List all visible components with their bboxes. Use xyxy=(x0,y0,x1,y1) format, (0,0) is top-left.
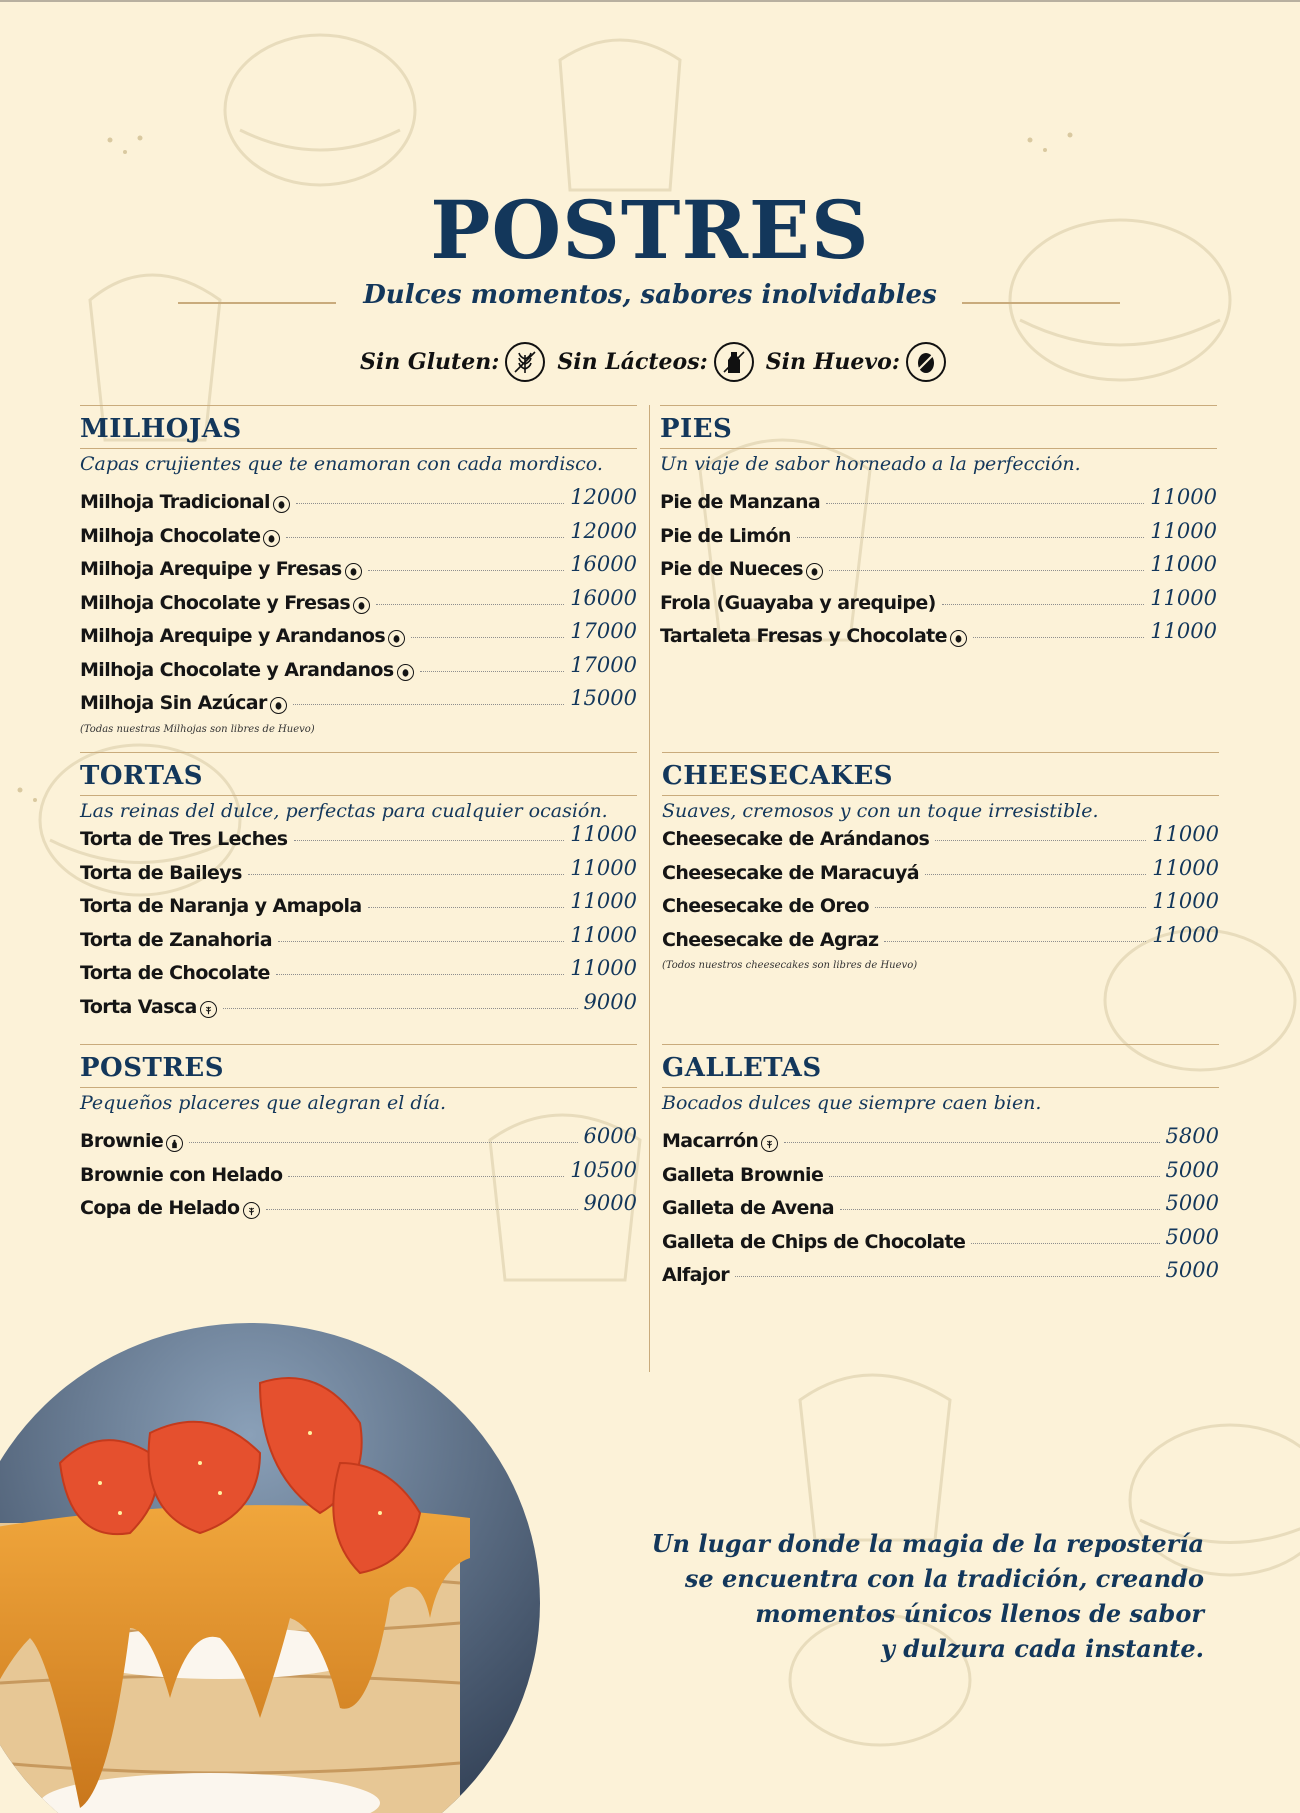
legend-label-egg: Sin Huevo: xyxy=(765,349,900,375)
egg-free-icon xyxy=(388,630,405,647)
dot-leader xyxy=(223,1008,578,1009)
menu-item-price: 11000 xyxy=(1150,585,1217,610)
dot-leader xyxy=(797,537,1144,538)
section-postres xyxy=(80,1044,637,1229)
section-title: PIES xyxy=(660,414,733,444)
menu-item xyxy=(80,552,637,590)
menu-item-price: 11000 xyxy=(570,822,637,846)
closing-quote xyxy=(652,1526,1204,1666)
menu-item xyxy=(662,922,1219,961)
menu-item xyxy=(80,822,637,860)
dot-leader xyxy=(296,503,564,504)
section-cheesecakes xyxy=(662,752,1219,971)
menu-list xyxy=(660,475,1217,657)
egg-free-icon xyxy=(263,530,280,547)
dot-leader xyxy=(942,604,1144,605)
menu-item-name: Brownie con Helado xyxy=(80,1163,283,1186)
menu-item xyxy=(662,822,1219,860)
menu-item xyxy=(80,1157,637,1196)
dietary-legend xyxy=(0,340,1300,384)
menu-item-name: Torta de Baileys xyxy=(80,861,242,884)
menu-item-name: Brownie xyxy=(80,1130,164,1152)
milhoja-strawberry-illustration xyxy=(0,1323,540,1813)
menu-item xyxy=(662,1191,1219,1229)
dot-leader xyxy=(189,1142,577,1143)
menu-item-name: Torta Vasca xyxy=(80,995,197,1018)
section-pies xyxy=(660,405,1217,657)
dessert-photo xyxy=(0,1323,540,1813)
dot-leader xyxy=(368,570,565,571)
menu-item-name: Milhoja Chocolate xyxy=(80,524,261,547)
egg-free-icon xyxy=(397,664,414,681)
dot-leader xyxy=(278,941,564,942)
menu-item xyxy=(660,552,1217,590)
menu-item xyxy=(80,619,637,657)
menu-item xyxy=(662,889,1219,927)
menu-list xyxy=(662,822,1219,960)
dot-leader xyxy=(829,570,1144,571)
menu-item-price: 11000 xyxy=(1150,485,1217,509)
column-divider xyxy=(649,405,650,1372)
milk-bottle-crossed-icon xyxy=(714,342,754,382)
menu-item-price: 11000 xyxy=(1150,619,1217,643)
dot-leader xyxy=(248,874,564,875)
menu-item xyxy=(662,1124,1219,1162)
egg-free-icon xyxy=(806,563,823,580)
menu-item-price: 11000 xyxy=(570,922,637,947)
section-description: Suaves, cremosos y con un toque irresistible. xyxy=(662,800,1099,822)
menu-item xyxy=(80,1191,637,1229)
menu-item-name: Galleta de Avena xyxy=(662,1197,834,1219)
menu-item-name: Alfajor xyxy=(662,1264,730,1286)
section-description: Bocados dulces que siempre caen bien. xyxy=(662,1092,1042,1114)
menu-item xyxy=(660,585,1217,624)
menu-item-price: 16000 xyxy=(570,585,637,610)
menu-item xyxy=(80,518,637,557)
section-title: MILHOJAS xyxy=(80,414,242,444)
menu-item xyxy=(80,889,637,927)
menu-item xyxy=(662,1157,1219,1196)
menu-item-name: Torta de Chocolate xyxy=(80,962,270,984)
egg-crossed-icon xyxy=(906,342,946,382)
section-note: (Todos nuestros cheesecakes son libres de Huevo) xyxy=(662,960,918,971)
menu-item-price: 11000 xyxy=(1152,889,1219,913)
dot-leader xyxy=(293,704,564,705)
egg-free-icon xyxy=(353,597,370,614)
section-description: Pequeños placeres que alegran el día. xyxy=(80,1092,447,1114)
gluten-free-icon xyxy=(200,1001,217,1018)
menu-item xyxy=(662,855,1219,894)
gluten-free-icon xyxy=(243,1202,260,1219)
dot-leader xyxy=(973,637,1144,638)
quote-line: momentos únicos llenos de sabor xyxy=(755,1599,1204,1628)
menu-item-price: 15000 xyxy=(570,686,637,710)
menu-item-name: Macarrón xyxy=(662,1130,759,1152)
menu-item xyxy=(80,922,637,961)
legend-label-gluten: Sin Gluten: xyxy=(360,349,500,375)
egg-free-icon xyxy=(950,630,967,647)
menu-item-name: Copa de Helado xyxy=(80,1197,240,1219)
menu-item-price: 11000 xyxy=(1152,922,1219,947)
menu-item xyxy=(80,485,637,523)
dot-leader xyxy=(266,1209,578,1210)
dot-leader xyxy=(935,840,1146,841)
menu-list xyxy=(80,475,637,724)
quote-line: Un lugar donde la magia de la repostería xyxy=(651,1529,1204,1558)
section-title: CHEESECAKES xyxy=(662,761,894,791)
subtitle-rule-right xyxy=(962,302,1120,304)
dot-leader xyxy=(294,840,565,841)
menu-item-name: Frola (Guayaba y arequipe) xyxy=(660,591,936,614)
menu-item-name: Tartaleta Fresas y Chocolate xyxy=(660,625,947,647)
dot-leader xyxy=(829,1176,1159,1177)
section-title: GALLETAS xyxy=(662,1053,822,1083)
menu-item-name: Torta de Tres Leches xyxy=(80,828,288,850)
menu-item-price: 12000 xyxy=(570,518,637,543)
dot-leader xyxy=(735,1276,1160,1277)
dot-leader xyxy=(925,874,1146,875)
egg-free-icon xyxy=(345,563,362,580)
section-description: Capas crujientes que te enamoran con cada mordisco. xyxy=(80,453,603,475)
section-milhojas xyxy=(80,405,637,735)
egg-free-icon xyxy=(270,697,287,714)
menu-item-price: 5000 xyxy=(1165,1191,1219,1215)
menu-item xyxy=(662,1258,1219,1296)
gluten-free-icon xyxy=(761,1135,778,1152)
menu-list xyxy=(662,1114,1219,1296)
menu-item-price: 5000 xyxy=(1165,1258,1219,1282)
menu-item-price: 10500 xyxy=(570,1157,637,1182)
menu-item-name: Torta de Zanahoria xyxy=(80,928,272,951)
menu-item-price: 11000 xyxy=(1152,855,1219,880)
menu-item-name: Milhoja Chocolate y Fresas xyxy=(80,591,351,614)
menu-item-name: Cheesecake de Oreo xyxy=(662,895,869,917)
dot-leader xyxy=(826,503,1144,504)
dot-leader xyxy=(840,1209,1160,1210)
menu-item-price: 5000 xyxy=(1165,1157,1219,1182)
section-note: (Todas nuestras Milhojas son libres de Huevo) xyxy=(80,723,315,735)
section-title: TORTAS xyxy=(80,761,204,791)
egg-free-icon xyxy=(273,496,290,513)
menu-item-name: Cheesecake de Maracuyá xyxy=(662,861,919,884)
menu-item-price: 16000 xyxy=(570,552,637,576)
menu-list xyxy=(80,822,637,1027)
dot-leader xyxy=(368,907,565,908)
menu-item-name: Milhoja Tradicional xyxy=(80,491,270,513)
dot-leader xyxy=(376,604,564,605)
menu-item xyxy=(660,485,1217,523)
dot-leader xyxy=(420,671,565,672)
menu-item-price: 9000 xyxy=(583,1191,637,1215)
section-description: Un viaje de sabor horneado a la perfección. xyxy=(660,453,1081,475)
menu-item xyxy=(660,518,1217,557)
menu-item-name: Cheesecake de Agraz xyxy=(662,928,879,951)
menu-item-name: Milhoja Chocolate y Arandanos xyxy=(80,658,394,681)
menu-item xyxy=(80,585,637,624)
menu-item xyxy=(80,686,637,724)
wheat-crossed-icon xyxy=(505,342,545,382)
menu-item-price: 6000 xyxy=(583,1124,637,1148)
section-galletas xyxy=(662,1044,1219,1296)
section-description: Las reinas del dulce, perfectas para cualquier ocasión. xyxy=(80,800,608,822)
dot-leader xyxy=(971,1243,1159,1244)
menu-item-name: Pie de Limón xyxy=(660,524,791,547)
menu-item-price: 11000 xyxy=(570,855,637,880)
legend-label-dairy: Sin Lácteos: xyxy=(557,349,708,375)
dot-leader xyxy=(286,537,564,538)
menu-item xyxy=(80,855,637,894)
menu-item-name: Galleta Brownie xyxy=(662,1163,824,1186)
menu-item xyxy=(80,956,637,994)
menu-item-price: 11000 xyxy=(570,889,637,913)
menu-item-name: Pie de Nueces xyxy=(660,558,804,580)
top-border xyxy=(0,0,1300,2)
page-title: POSTRES xyxy=(430,183,870,277)
menu-item-price: 9000 xyxy=(583,989,637,1014)
menu-item-price: 17000 xyxy=(570,619,637,643)
menu-item-price: 5000 xyxy=(1165,1224,1219,1249)
menu-item-name: Milhoja Arequipe y Arandanos xyxy=(80,625,386,647)
menu-item-name: Torta de Naranja y Amapola xyxy=(80,895,362,917)
menu-item-price: 11000 xyxy=(1150,552,1217,576)
menu-item-price: 11000 xyxy=(1152,822,1219,846)
dot-leader xyxy=(875,907,1146,908)
menu-item-price: 17000 xyxy=(570,652,637,677)
menu-item xyxy=(662,1224,1219,1263)
menu-item xyxy=(80,989,637,1028)
menu-item-price: 11000 xyxy=(570,956,637,980)
menu-item-name: Milhoja Arequipe y Fresas xyxy=(80,558,342,580)
dot-leader xyxy=(411,637,564,638)
section-title: POSTRES xyxy=(80,1053,225,1083)
dot-leader xyxy=(784,1142,1159,1143)
menu-item-price: 11000 xyxy=(1150,518,1217,543)
page-subtitle: Dulces momentos, sabores inolvidables xyxy=(363,280,937,310)
quote-line: se encuentra con la tradición, creando xyxy=(684,1564,1204,1593)
menu-item xyxy=(80,1124,637,1162)
dot-leader xyxy=(276,974,564,975)
dot-leader xyxy=(288,1176,564,1177)
quote-line: y dulzura cada instante. xyxy=(880,1634,1204,1663)
menu-item-name: Milhoja Sin Azúcar xyxy=(80,692,267,714)
menu-item-price: 12000 xyxy=(570,485,637,509)
menu-list xyxy=(80,1114,637,1229)
section-tortas xyxy=(80,752,637,1027)
menu-item-name: Cheesecake de Arándanos xyxy=(662,828,930,850)
dairy-free-icon xyxy=(166,1135,183,1152)
menu-item xyxy=(80,652,637,691)
menu-item-name: Pie de Manzana xyxy=(660,491,821,513)
menu-item xyxy=(660,619,1217,657)
menu-item-name: Galleta de Chips de Chocolate xyxy=(662,1230,966,1253)
dot-leader xyxy=(884,941,1146,942)
menu-item-price: 5800 xyxy=(1165,1124,1219,1148)
